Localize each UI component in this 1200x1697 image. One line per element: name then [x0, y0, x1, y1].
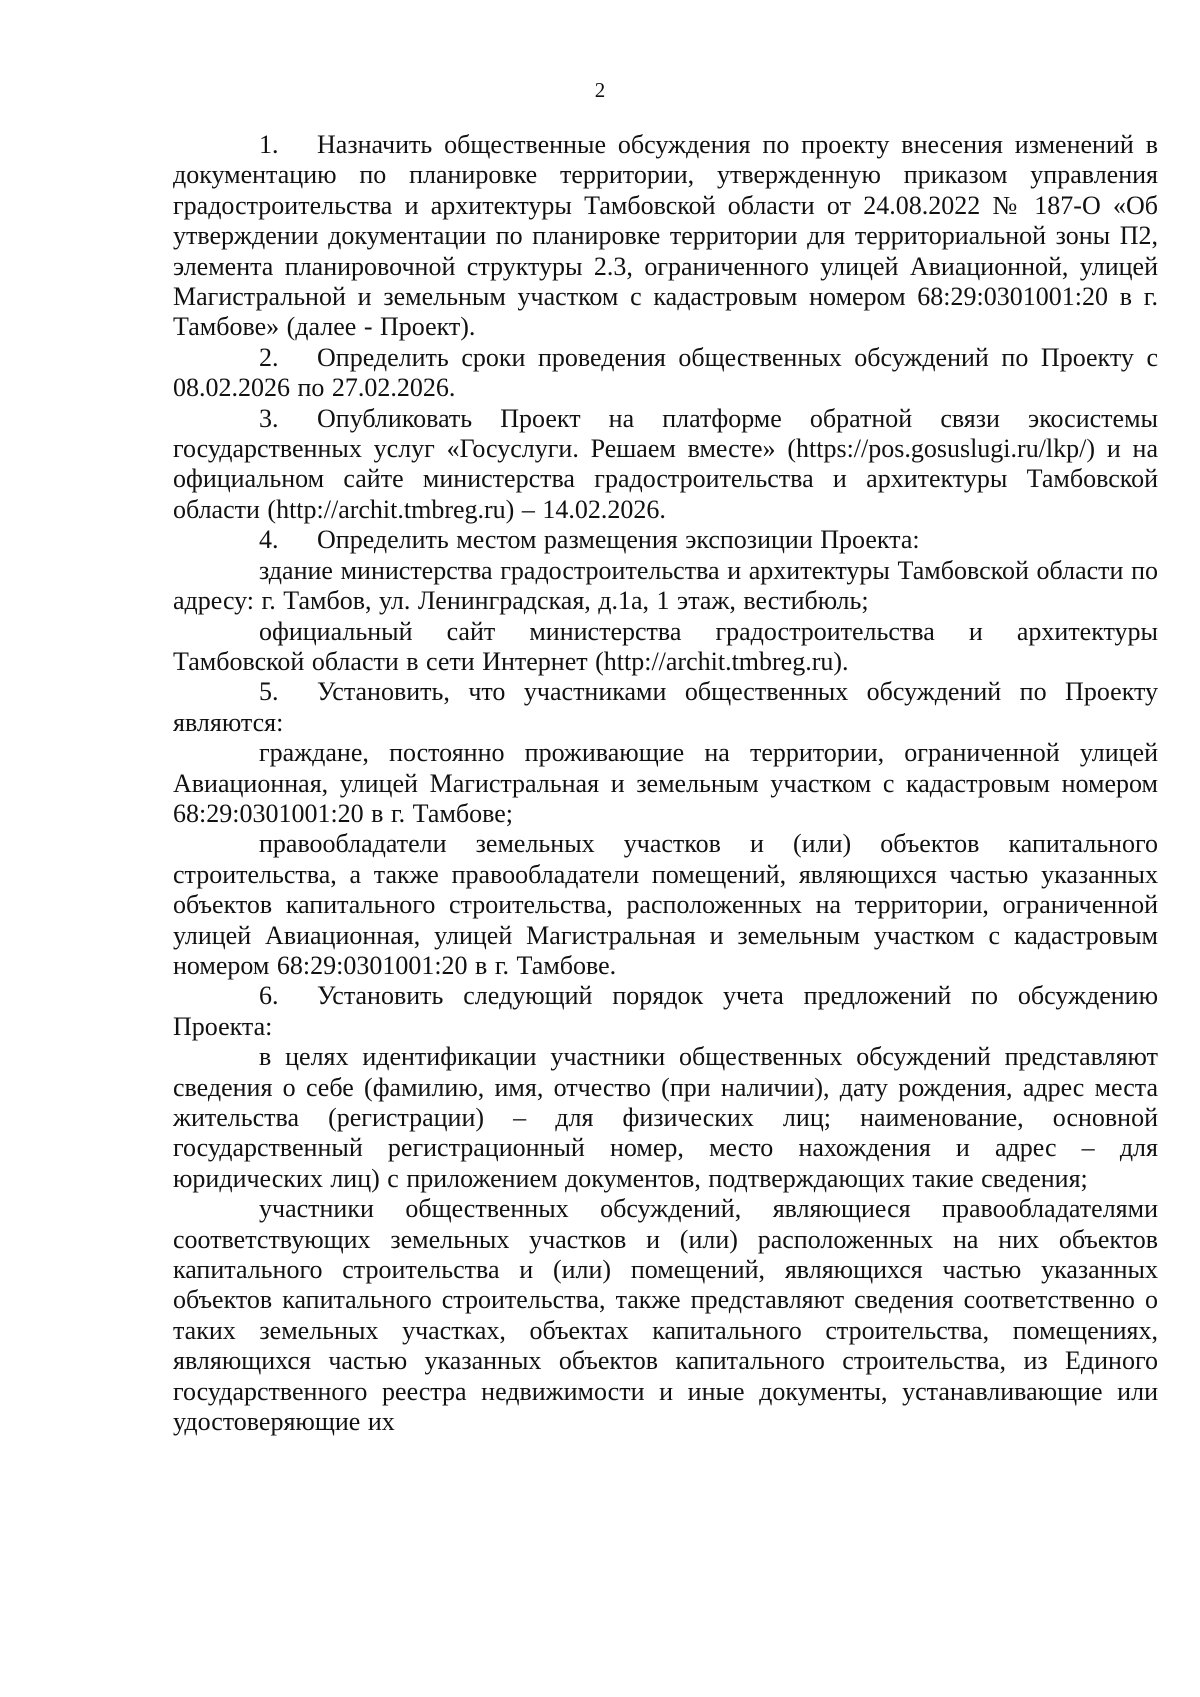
paragraph-text: Назначить общественные обсуждения по проекту внесения изменений в документацию по планировке территории, утвержденную приказом управления градостроительства и архитектуры Тамбовской области от 24.08.2022 № 187-О «Об утверждении документации по планировке территории для территориальной зоны П2, элемента планировочной структуры 2.3, ограниченного улицей Авиационной, улицей Магистральной и земельным участком с кадастровым номером 68:29:0301001:20 в г. Тамбове» (далее - Проект). [173, 130, 1158, 342]
paragraph-number: 4. [259, 525, 279, 555]
paragraph-text: правообладатели земельных участков и (или) объектов капитального строительства, а также правообладатели помещений, являющихся частью указанных объектов капитального строительства, расположенных на территории, ограниченной улицей Авиационная, улицей Магистральная и земельным участком с кадастровым номером 68:29:0301001:20 в г. Тамбове. [173, 829, 1158, 980]
paragraph-2 [173, 343, 1158, 404]
paragraph-text: Установить, что участниками общественных обсуждений по Проекту являются: [173, 677, 1158, 737]
paragraph-number: 3. [259, 403, 279, 433]
paragraph-number: 6. [259, 981, 279, 1011]
paragraph-text: Установить следующий порядок учета предложений по обсуждению Проекта: [173, 981, 1158, 1041]
paragraph-3 [173, 404, 1158, 526]
paragraph-text: Определить местом размещения экспозиции Проекта: [317, 525, 920, 555]
paragraph-6-item-owners-info [173, 1194, 1158, 1437]
paragraph-5-item-owners [173, 829, 1158, 981]
paragraph-5 [173, 677, 1158, 738]
paragraph-text: здание министерства градостроительства и архитектуры Тамбовской области по адресу: г. Тамбов, ул. Ленинградская, д.1а, 1 этаж, вестибюль; [173, 555, 1158, 616]
page-number: 2 [594, 78, 606, 102]
paragraph-text: граждане, постоянно проживающие на территории, ограниченной улицей Авиационная, улицей Магистральная и земельным участком с кадастровым номером 68:29:0301001:20 в г. Тамбове; [173, 738, 1158, 828]
paragraph-4-item-building [173, 556, 1158, 617]
paragraph-text: Определить сроки проведения общественных обсуждений по Проекту с 08.02.2026 по 27.02.2026. [173, 342, 1158, 403]
paragraph-6 [173, 981, 1158, 1042]
paragraph-text: участники общественных обсуждений, являющиеся правообладателями соответствующих земельных участков и (или) расположенных на них объектов капитального строительства и (или) помещений, являющихся частью указанных объектов капитального строительства, также представляют сведения соответственно о таких земельных участках, объектах капитального строительства, помещениях, являющихся частью указанных объектов капитального строительства, из Единого государственного реестра недвижимости и иные документы, устанавливающие или удостоверяющие их [173, 1194, 1158, 1437]
paragraph-6-item-identification [173, 1042, 1158, 1194]
paragraph-4-item-website [173, 617, 1158, 678]
paragraph-number: 5. [259, 677, 279, 707]
paragraph-text: в целях идентификации участники общественных обсуждений представляют сведения о себе (фамилию, имя, отчество (при наличии), дату рождения, адрес места жительства (регистрации) – для физических лиц; наименование, основной государственный регистрационный номер, место нахождения и адрес – для юридических лиц) с приложением документов, подтверждающих такие сведения; [173, 1042, 1158, 1193]
paragraph-5-item-citizens [173, 738, 1158, 829]
document-body [173, 130, 1158, 1437]
paragraph-text: официальный сайт министерства градостроительства и архитектуры Тамбовской области в сети Интернет (http://archit.tmbreg.ru). [173, 616, 1158, 676]
paragraph-number: 2. [259, 342, 279, 372]
paragraph-text: Опубликовать Проект на платформе обратной связи экосистемы государственных услуг «Госуслуги. Решаем вместе» (https://pos.gosuslugi.ru/lkp/) и на официальном сайте министерства градостроительства и архитектуры Тамбовской области (http://archit.tmbreg.ru) – 14.02.2026. [173, 403, 1158, 524]
paragraph-number: 1. [259, 130, 279, 159]
paragraph-1 [173, 130, 1158, 343]
paragraph-4 [173, 525, 1158, 555]
